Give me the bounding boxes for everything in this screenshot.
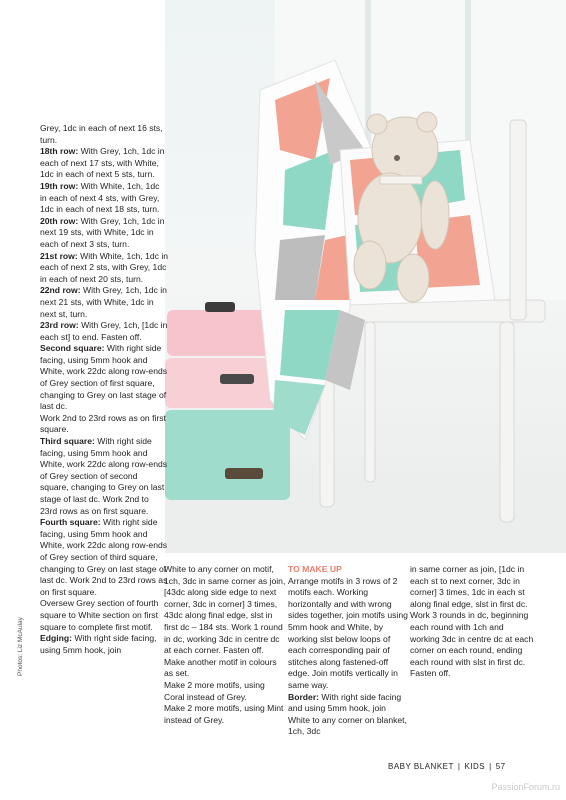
pattern-step-text: Grey, 1dc in each of next 16 sts, turn.: [40, 123, 163, 145]
pattern-step-text: With Grey, 1ch, [1dc in each st] to end. Fasten off.: [40, 320, 168, 342]
pattern-step-text: Work 3 rounds in dc, beginning each round with 1ch and working 3dc in centre dc at each corner on each round, ending each round with slst in first dc.: [410, 610, 534, 667]
watermark: PassionForum.ru: [491, 782, 560, 792]
pattern-step-text: With right side facing, using 5mm hook and White, work 22dc along row-ends of Grey section of second square, changing to Grey on last stage of last dc. Work 2nd to 23rd rows as on first square.: [40, 436, 168, 516]
pattern-step-label: 23rd row:: [40, 320, 79, 331]
pattern-step-text: With Grey, 1ch, 1dc in each of next 17 sts, with White, 1dc in each of next 5 sts, turn.: [40, 146, 165, 180]
page-number: 57: [495, 762, 506, 771]
pattern-step-text: Work 2nd to 23rd rows as on first square.: [40, 412, 166, 435]
to-make-up-heading: TO MAKE UP: [288, 564, 342, 574]
footer-separator: |: [457, 762, 461, 771]
pattern-step-label: 18th row:: [40, 146, 79, 157]
pattern-step-label: Edging:: [40, 633, 72, 644]
pattern-step-text: With White, 1ch, 1dc in each of next 4 sts, with Grey, 1dc in each of next 18 sts, turn.: [40, 180, 160, 215]
pattern-step-text: With right side facing and using 5mm hook, join White to any corner on blanket, 1ch, 3dc: [288, 691, 407, 737]
pattern-paragraph: [410, 610, 534, 668]
pattern-paragraph: [164, 703, 287, 726]
pattern-paragraph: [164, 564, 287, 657]
pattern-column-1: [40, 123, 168, 656]
pattern-paragraph: [40, 320, 168, 343]
pattern-paragraph: [410, 564, 534, 610]
pattern-step-text: Fasten off.: [410, 668, 451, 679]
blanket-photo-illustration: [165, 0, 566, 553]
pattern-step-text: Arrange motifs in 3 rows of 2 motifs each. Working horizontally and with wrong sides together, join motifs using 5mm hook and White, by working slst below loops of each corresponding pair of stitches along fastened-off edge. Join motifs vertically in same way.: [288, 575, 408, 690]
pattern-column-3: [288, 564, 410, 738]
pattern-step-text: in same corner as join, [1dc in each st to next corner, 3dc in corner] 3 times, 1dc in each st along final edge, slst in first dc.: [410, 564, 528, 609]
pattern-step-text: With right side facing, using 5mm hook and White, work 22dc along row-ends of Grey section of first square, changing to Grey on last stage of last dc.: [40, 343, 168, 412]
pattern-paragraph: [40, 216, 168, 251]
pattern-paragraph: [288, 576, 410, 692]
pattern-paragraph: [40, 436, 168, 517]
pattern-step-label: 20th row:: [40, 215, 79, 226]
pattern-step-text: Make another motif in colours as set.: [164, 656, 277, 679]
pattern-step-text: Make 2 more motifs, using Mint instead of Grey.: [164, 703, 284, 725]
photo-credit: Photos: Liz McAulay: [17, 617, 24, 676]
footer-separator: |: [489, 762, 492, 771]
footer-section: BABY BLANKET: [388, 762, 454, 771]
pattern-step-text: With right side facing, using 5mm hook and White, work 22dc along row-ends of Grey section of third square, changing to Grey on last stage of last dc. Work 2nd to 23rd rows as on first square.: [40, 517, 168, 597]
pattern-step-text: With right side facing, using 5mm hook, join: [40, 633, 157, 655]
pattern-paragraph: [40, 598, 168, 633]
pattern-step-text: With White, 1ch, 1dc in each of next 2 sts, with Grey, 1dc in each of next 20 sts, turn.: [40, 250, 169, 284]
pattern-paragraph: [40, 413, 168, 436]
footer-tag: KIDS: [464, 762, 486, 771]
pattern-paragraph: [40, 146, 168, 181]
pattern-step-text: White to any corner on motif, 1ch, 3dc in same corner as join, [43dc along side edge to next corner, 3dc in corner] 3 times, 43dc along final edge, slst in first dc – 184 sts. Work 1 round in dc, working 3dc in centre dc at each corner. Fasten off.: [164, 564, 286, 656]
pattern-step-label: 19th row:: [40, 180, 79, 191]
pattern-paragraph: [40, 285, 168, 320]
pattern-paragraph: [288, 692, 410, 738]
pattern-step-label: Fourth square:: [40, 517, 101, 528]
pattern-step-label: Second square:: [40, 343, 105, 354]
pattern-paragraph: [410, 668, 534, 680]
pattern-step-label: Third square:: [40, 436, 95, 447]
pattern-step-text: Make 2 more motifs, using Coral instead of Grey.: [164, 679, 265, 702]
pattern-paragraph: [40, 517, 168, 598]
pattern-paragraph: [164, 680, 287, 703]
pattern-paragraph: [40, 251, 168, 286]
pattern-step-text: With Grey, 1ch, 1dc in next 21 sts, with White, 1dc in next st, turn.: [40, 285, 167, 319]
pattern-step-text: With Grey, 1ch, 1dc in next 19 sts, with White, 1dc in each of next 3 sts, turn.: [40, 215, 165, 249]
pattern-step-text: Oversew Grey section of fourth square to White section on first square to complete first motif.: [40, 598, 159, 632]
pattern-paragraph: [40, 633, 168, 656]
pattern-paragraph: [40, 181, 168, 216]
pattern-step-label: 22nd row:: [40, 285, 81, 296]
pattern-paragraph: [164, 657, 287, 680]
blanket-photo: [165, 0, 566, 553]
pattern-step-label: 21st row:: [40, 250, 78, 261]
pattern-column-2: [164, 564, 287, 726]
pattern-column-4: [410, 564, 534, 680]
pattern-step-label: Border:: [288, 691, 320, 702]
page-footer: [388, 762, 506, 771]
pattern-paragraph: [40, 123, 168, 146]
mint-suitcase: [165, 410, 290, 500]
pattern-paragraph: [40, 343, 168, 413]
